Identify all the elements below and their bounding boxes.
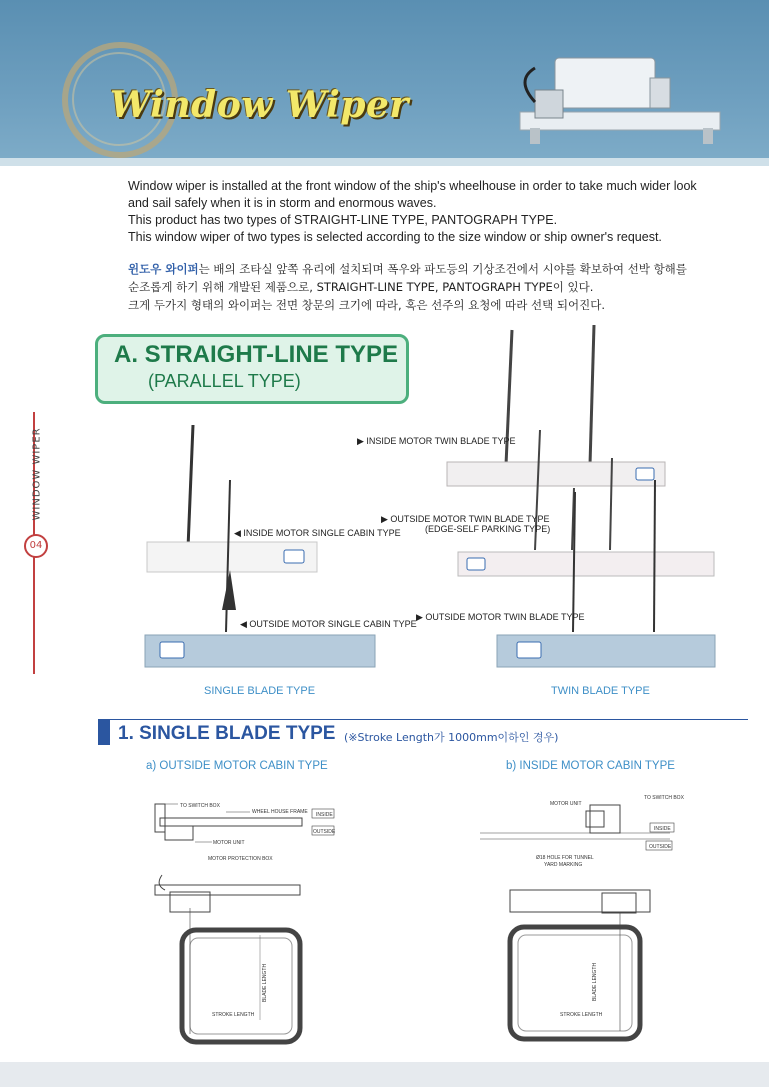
b-hole: Ø18 HOLE FOR TUNNEL	[536, 855, 594, 861]
section-a-title: A. STRAIGHT-LINE TYPE	[114, 341, 399, 368]
section-1-note: (※Stroke Length가 1000mm이하인 경우)	[344, 731, 559, 744]
intro-ko-line: 순조롭게 하기 위해 개발된 제품으로, STRAIGHT-LINE TYPE, PANTOGRAPH TYPE이 있다.	[128, 280, 594, 294]
outside-single-unit	[145, 480, 375, 667]
label-outside-single: ◀ OUTSIDE MOTOR SINGLE CABIN TYPE	[240, 619, 417, 629]
diagram-inside-motor	[470, 785, 690, 1050]
page-number: 04	[24, 534, 48, 558]
wiper-motor-image	[505, 50, 735, 160]
a-blade-length: BLADE LENGTH	[262, 963, 268, 1002]
intro-line: This window wiper of two types is selected according to the size window or ship owner's request.	[128, 230, 662, 244]
a-outside: OUTSIDE	[313, 829, 336, 835]
label-inside-single: ◀ INSIDE MOTOR SINGLE CABIN TYPE	[234, 528, 401, 538]
inside-twin-unit	[447, 325, 665, 486]
inside-single-unit	[147, 425, 317, 572]
section-1-title: 1. SINGLE BLADE TYPE	[118, 723, 336, 744]
intro-korean	[128, 260, 728, 314]
label-outside-twin: ▶ OUTSIDE MOTOR TWIN BLADE TYPE	[416, 612, 585, 622]
a-protection: MOTOR PROTECTION BOX	[208, 856, 273, 862]
page-title: Window Wiper	[110, 84, 409, 126]
caption-twin: TWIN BLADE TYPE	[551, 685, 650, 697]
intro-line: Window wiper is installed at the front window of the ship's wheelhouse in order to take much wider look and sail safely when it is in storm and enormous waves.	[128, 179, 697, 210]
intro-ko-rest: 는 배의 조타실 앞쪽 유리에 설치되며 폭우와 파도등의 기상조건에서 시야를 확보하여 선박 항해를	[198, 262, 687, 276]
b-outside: OUTSIDE	[649, 844, 672, 850]
a-motor-unit: MOTOR UNIT	[213, 840, 245, 846]
b-yard: YARD MARKING	[544, 862, 583, 868]
b-blade-length: BLADE LENGTH	[592, 962, 598, 1001]
label-inside-twin: ▶ INSIDE MOTOR TWIN BLADE TYPE	[357, 436, 516, 446]
a-inside: INSIDE	[316, 812, 333, 818]
diagram-outside-motor	[140, 790, 360, 1050]
section-bar	[98, 719, 110, 745]
intro-ko-line	[128, 260, 728, 278]
a-to-switch: TO SWITCH BOX	[180, 803, 220, 809]
intro-ko-line: 크게 두가지 형태의 와이퍼는 전면 창문의 크기에 따라, 혹은 선주의 요청에 따라 선택 되어진다.	[128, 298, 605, 312]
outside-twin-edge-unit	[458, 430, 714, 576]
b-stroke-length: STROKE LENGTH	[560, 1012, 603, 1018]
subheading-a: a) OUTSIDE MOTOR CABIN TYPE	[146, 760, 328, 772]
b-motor-unit: MOTOR UNIT	[550, 801, 582, 807]
intro-english	[128, 178, 718, 246]
section-line	[110, 719, 748, 720]
label-outside-twin-edge-sub: (EDGE-SELF PARKING TYPE)	[425, 524, 551, 534]
a-frame: WHEEL HOUSE FRAME	[252, 809, 308, 815]
b-to-switch: TO SWITCH BOX	[644, 795, 684, 801]
page-footer	[0, 1062, 769, 1087]
side-label: WINDOW WIPER	[31, 427, 43, 521]
intro-ko-highlight: 윈도우 와이퍼	[128, 262, 199, 276]
subheading-b: b) INSIDE MOTOR CABIN TYPE	[506, 760, 675, 772]
caption-single: SINGLE BLADE TYPE	[204, 685, 316, 697]
a-stroke-length: STROKE LENGTH	[212, 1012, 255, 1018]
section-a-subtitle: (PARALLEL TYPE)	[148, 371, 301, 391]
b-inside: INSIDE	[654, 826, 671, 832]
intro-line: This product has two types of STRAIGHT-LINE TYPE, PANTOGRAPH TYPE.	[128, 213, 558, 227]
section-1-header	[98, 719, 748, 747]
label-outside-twin-edge: ▶ OUTSIDE MOTOR TWIN BLADE TYPE	[381, 514, 550, 524]
